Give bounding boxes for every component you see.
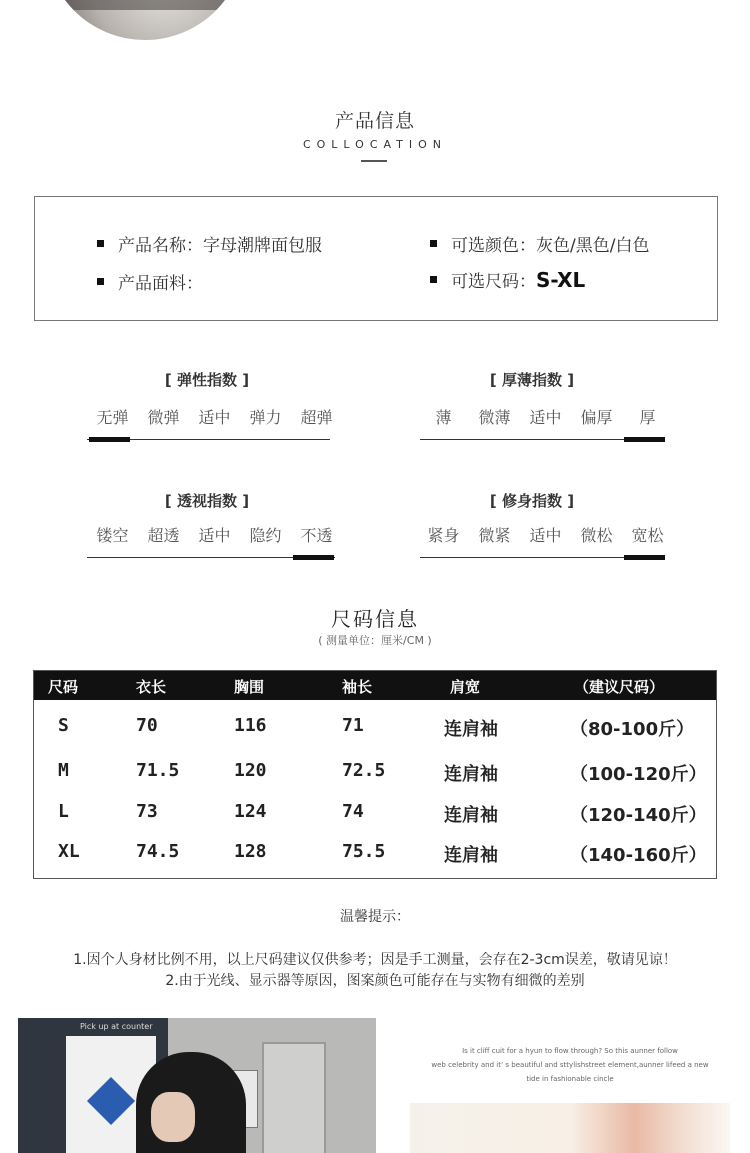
index-option: 微弹: [147, 408, 180, 427]
table-cell: 74: [342, 801, 364, 822]
info-item-fabric: [97, 269, 203, 294]
index-option: 厚: [639, 408, 656, 427]
info-label: 产品面料：: [118, 274, 203, 294]
header-cell: 肩宽: [450, 678, 481, 696]
table-cell: （80-100斤）: [570, 719, 695, 740]
index-option: 不透: [300, 526, 333, 545]
table-cell: 74.5: [136, 841, 180, 862]
index-option: 微薄: [478, 408, 511, 427]
table-cell: 70: [136, 715, 158, 736]
size-info-subtitle: ( 测量单位：厘米/CM ): [318, 634, 432, 647]
header-cell: （建议尺码）: [574, 678, 665, 696]
index-selected-marker: [89, 437, 130, 442]
info-label: 可选尺码：: [451, 272, 536, 292]
caption-line: web celebrity and it’ s beautiful and sttylishstreet element,aunner lifeed a new: [431, 1061, 709, 1069]
table-cell: 连肩袖: [444, 719, 498, 740]
index-title: [ 弹性指数 ]: [164, 371, 250, 389]
index-option: 弹力: [249, 408, 282, 427]
table-cell: M: [58, 760, 69, 781]
info-label: 可选颜色：: [451, 236, 536, 256]
index-option: 适中: [529, 526, 562, 545]
photo-sign-text: Pick up at counter: [80, 1022, 153, 1031]
table-cell: 73: [136, 801, 158, 822]
index-option: 偏厚: [580, 408, 613, 427]
info-value: 灰色/黑色/白色: [536, 236, 650, 256]
info-item-sizes: [430, 267, 585, 292]
index-title: [ 修身指数 ]: [489, 492, 575, 510]
index-option: 适中: [198, 526, 231, 545]
table-cell: （100-120斤）: [570, 764, 707, 785]
header-cell: 袖长: [342, 678, 373, 696]
table-cell: （120-140斤）: [570, 805, 707, 826]
index-option: 适中: [529, 408, 562, 427]
index-option: 紧身: [427, 526, 460, 545]
size-info-title: 尺码信息: [331, 607, 419, 631]
index-option: 超弹: [300, 408, 333, 427]
info-item-colors: [430, 231, 649, 256]
index-option: 无弹: [96, 408, 129, 427]
table-cell: 124: [234, 801, 267, 822]
table-cell: 连肩袖: [444, 805, 498, 826]
caption-line: tide in fashionable cincle: [526, 1075, 614, 1083]
tips-title: 温馨提示：: [340, 909, 410, 925]
bullet-icon: [97, 240, 104, 247]
index-option: 薄: [435, 408, 452, 427]
table-cell: 120: [234, 760, 267, 781]
header-cell: 尺码: [48, 678, 79, 696]
table-cell: 连肩袖: [444, 764, 498, 785]
product-info-box: [34, 196, 718, 321]
table-cell: 128: [234, 841, 267, 862]
bullet-icon: [430, 240, 437, 247]
index-selected-marker: [624, 437, 665, 442]
index-title: [ 厚薄指数 ]: [489, 371, 575, 389]
index-title: [ 透视指数 ]: [164, 492, 250, 510]
title-divider: [361, 160, 387, 162]
index-selected-marker: [293, 555, 334, 560]
caption-line: Is it cliff cuit for a hyun to flow through? So this aunner follow: [462, 1047, 678, 1055]
size-table-header: [34, 671, 716, 700]
index-option: 宽松: [631, 526, 664, 545]
table-cell: 连肩袖: [444, 845, 498, 866]
table-cell: 71.5: [136, 760, 180, 781]
header-cell: 胸围: [234, 678, 265, 696]
index-selected-marker: [624, 555, 665, 560]
index-options: [87, 523, 342, 546]
header-cell: 衣长: [136, 678, 167, 696]
table-cell: （140-160斤）: [570, 845, 707, 866]
detail-photo: [410, 1103, 730, 1153]
info-item-name: [97, 231, 322, 256]
bullet-icon: [97, 278, 104, 285]
product-info-title: 产品信息: [334, 110, 415, 132]
table-cell: S: [58, 715, 69, 736]
bullet-icon: [430, 276, 437, 283]
index-option: 超透: [147, 526, 180, 545]
size-table: [33, 670, 717, 879]
table-cell: 75.5: [342, 841, 386, 862]
index-option: 微紧: [478, 526, 511, 545]
info-value: S-XL: [536, 267, 586, 292]
product-info-subtitle: COLLOCATION: [302, 138, 448, 151]
index-options: [418, 405, 673, 428]
table-cell: 71: [342, 715, 364, 736]
index-options: [87, 405, 342, 428]
index-options: [418, 523, 673, 546]
index-option: 微松: [580, 526, 613, 545]
info-label: 产品名称：: [118, 236, 203, 256]
index-option: 镂空: [96, 526, 129, 545]
tips-line: 2.由于光线、显示器等原因，图案颜色可能存在与实物有细微的差别: [165, 973, 585, 989]
top-product-photo: [45, 0, 245, 40]
table-cell: L: [58, 801, 69, 822]
model-photo: [18, 1018, 376, 1153]
tips-line: 1.因个人身材比例不用，以上尺码建议仅供参考；因是手工测量，会存在2-3cm误差，敬请见谅！: [73, 952, 677, 968]
table-cell: 72.5: [342, 760, 386, 781]
info-value: 字母潮牌面包服: [203, 236, 322, 256]
index-option: 隐约: [249, 526, 282, 545]
table-cell: XL: [58, 841, 80, 862]
index-option: 适中: [198, 408, 231, 427]
table-cell: 116: [234, 715, 267, 736]
